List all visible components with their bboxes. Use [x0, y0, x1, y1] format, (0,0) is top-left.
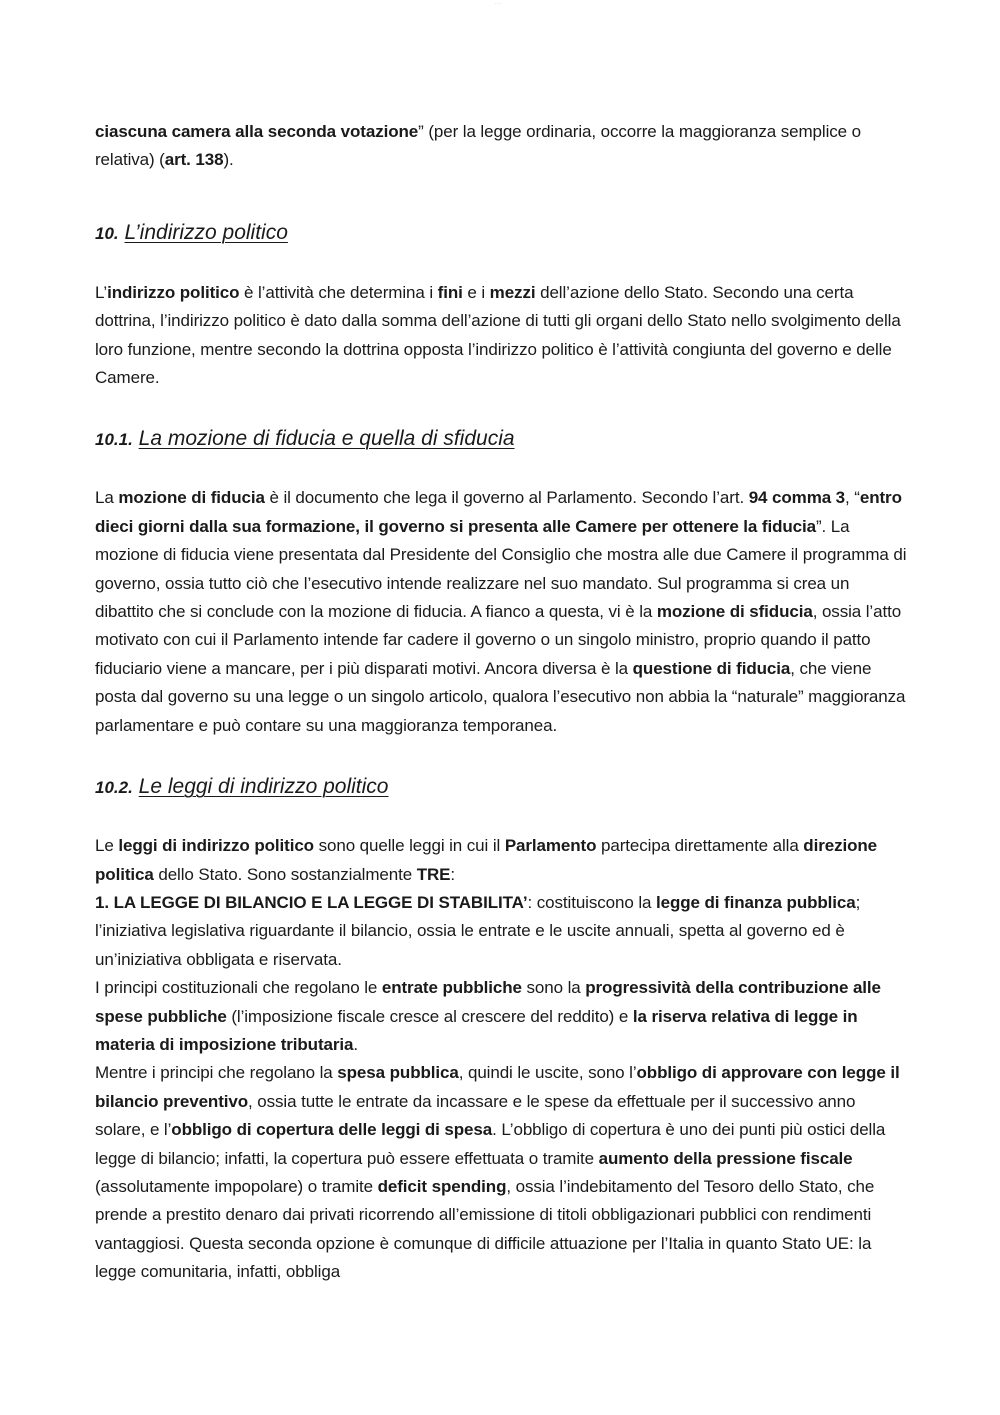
section-10-1-paragraph [95, 484, 907, 740]
text: I principi costituzionali che regolano le [95, 978, 382, 998]
text: ; l’iniziativa legislativa riguardante il bilancio, ossia le entrate e le uscite annuali, spetta al governo ed è un’iniziativa obbligata e riservata. [95, 892, 861, 969]
section-number: 10.1. [95, 430, 133, 450]
bold-text: mezzi [489, 282, 536, 302]
bold-text: mozione di fiducia [118, 488, 265, 508]
section-number: 10.2. [95, 778, 133, 798]
document-body [95, 118, 907, 1287]
text: (assolutamente impopolare) o tramite [95, 1176, 378, 1196]
text: : [450, 864, 456, 884]
section-heading-10-2 [95, 773, 907, 802]
bold-text: entro dieci giorni dalla sua formazione, il governo si presenta alle Camere per ottenere la fiducia [95, 488, 902, 536]
bold-text: obbligo di approvare con legge il bilancio preventivo [95, 1063, 900, 1111]
bold-text: la riserva relativa di legge in materia di imposizione tributaria [95, 1006, 858, 1054]
text: , ossia l’atto motivato con cui il Parlamento intende far cadere il governo o un singolo ministro, proprio quando il patto fiduciario viene a mancare, per i più disparati motivi. Ancora diversa è la [95, 602, 902, 678]
bold-text: direzione politica [95, 836, 878, 884]
bold-text: entrate pubbliche [381, 978, 522, 998]
page-header-mark: · · · [494, 1, 502, 6]
text: L’ [95, 282, 108, 302]
section-heading-10 [95, 219, 907, 248]
bold-text: TRE [416, 864, 451, 884]
text: Le [95, 836, 119, 856]
bold-text: questione di fiducia [632, 658, 791, 678]
section-title: Le leggi di indirizzo politico [138, 775, 389, 799]
bold-text: deficit spending [377, 1176, 507, 1196]
bold-text: fini [437, 282, 463, 302]
section-title: L’indirizzo politico [124, 220, 288, 244]
bold-text: 1. LA LEGGE DI BILANCIO E LA LEGGE DI STABILITA’ [95, 892, 528, 912]
text: è il documento che lega il governo al Parlamento. Secondo l’art. [264, 488, 749, 508]
text: dell’azione dello Stato. Secondo una certa dottrina, l’indirizzo politico è dato dalla somma dell’azione di tutti gli organi dello Stato nello svolgimento della loro funzione, mentre secondo la dottrina opposta l’indirizzo politico è l’attività congiunta del governo e delle Camere. [95, 282, 901, 388]
text: Mentre i principi che regolano la [95, 1063, 338, 1083]
bold-text: progressività della contribuzione alle spese pubbliche [95, 978, 881, 1026]
text: . [353, 1034, 358, 1054]
text: , ossia tutte le entrate da incassare e le spese da effettuale per il successivo anno solare, e l’ [95, 1091, 856, 1140]
bold-text: indirizzo politico [107, 282, 240, 302]
entrate-paragraph [95, 974, 907, 1059]
bold-text: mozione di sfiducia [656, 602, 813, 622]
bold-text: legge di finanza pubblica [656, 892, 856, 912]
bold-text: obbligo di copertura delle leggi di spesa [171, 1120, 493, 1140]
section-heading-10-1 [95, 425, 907, 454]
text: partecipa direttamente alla [596, 836, 804, 856]
text: sono la [521, 978, 586, 998]
bold-text: art. 138 [164, 150, 224, 170]
text: : costituiscono la [527, 892, 656, 912]
text: ” (per la legge ordinaria, occorre la maggioranza semplice o relativa) ( [95, 122, 861, 170]
text: , ossia l’indebitamento del Tesoro dello Stato, che prende a prestito denaro dai privati ricorrendo all’emissione di titoli obbligazionari pubblici con rendimenti vantaggiosi. Questa seconda opzione è comunque di difficile attuazione per l’Italia in quanto Stato UE: la legge comunitaria, infatti, obbliga [95, 1176, 875, 1282]
section-10-2-intro [95, 832, 907, 889]
bold-text: spesa pubblica [337, 1063, 459, 1083]
bold-text: 94 comma 3 [748, 488, 846, 508]
text: e i [462, 282, 490, 302]
text: La [95, 488, 119, 508]
bold-text: ciascuna camera alla seconda votazione [95, 122, 419, 141]
list-item-1 [95, 889, 907, 974]
spesa-paragraph [95, 1059, 907, 1286]
section-title: La mozione di fiducia e quella di sfiducia [138, 427, 515, 451]
text: (l’imposizione fiscale cresce al crescere del reddito) e [226, 1006, 633, 1026]
intro-paragraph [95, 118, 907, 175]
bold-text: aumento della pressione fiscale [598, 1148, 853, 1168]
text: dello Stato. Sono sostanzialmente [153, 864, 417, 884]
bold-text: Parlamento [504, 836, 597, 856]
text: , “ [845, 488, 860, 508]
text: è l’attività che determina i [239, 282, 438, 302]
text: , quindi le uscite, sono l’ [458, 1063, 637, 1083]
text: ). [223, 150, 234, 170]
text: sono quelle leggi in cui il [313, 836, 505, 856]
bold-text: leggi di indirizzo politico [118, 836, 314, 856]
section-10-paragraph [95, 279, 907, 393]
section-number: 10. [95, 223, 119, 243]
text: . L’obbligo di copertura è uno dei punti più ostici della legge di bilancio; infatti, la copertura può essere effettuata o tramite [95, 1120, 886, 1168]
text: ”. La mozione di fiducia viene presentata dal Presidente del Consiglio che mostra alle due Camere il programma di governo, ossia tutto ciò che l’esecutivo intende realizzare nel suo mandato. Sul programma si crea un dibattito che si conclude con la mozione di fiducia. A fianco a questa, vi è la [95, 516, 907, 622]
text: , che viene posta dal governo su una legge o un singolo articolo, qualora l’esecutivo non abbia la “naturale” maggioranza parlamentare e può contare su una maggioranza temporanea. [95, 658, 906, 735]
